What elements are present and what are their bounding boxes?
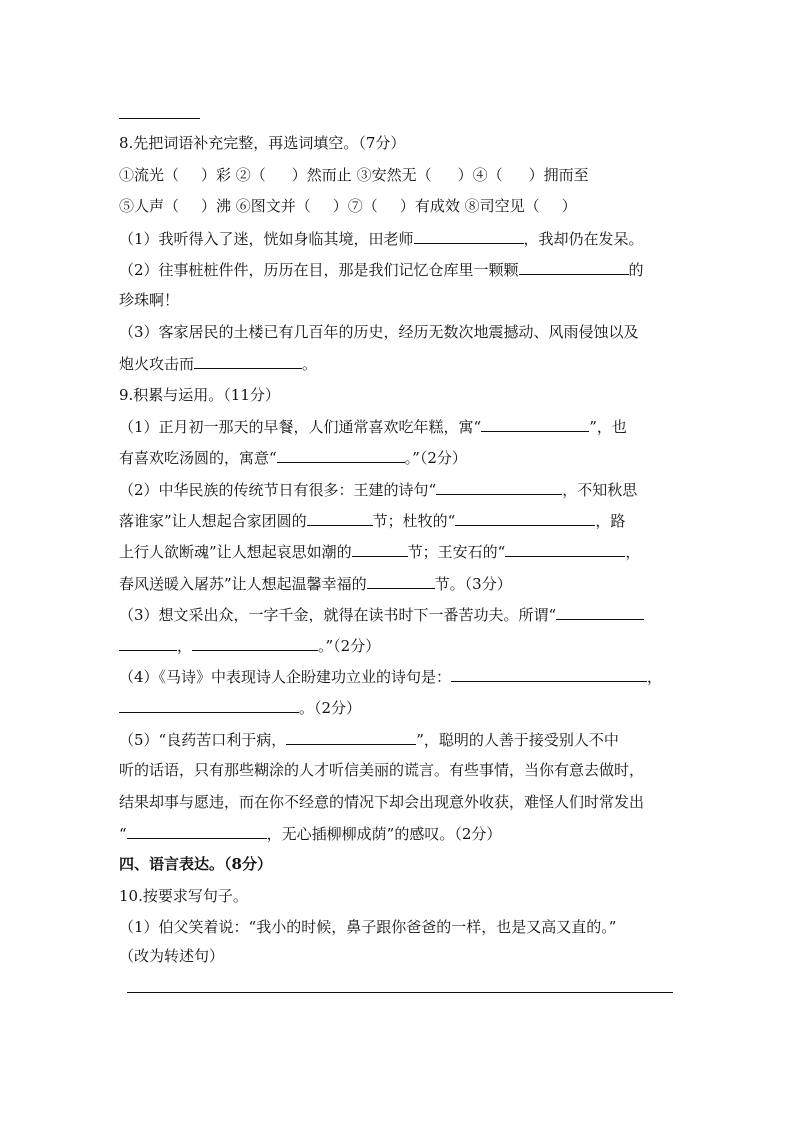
q9-p2-line1: [119, 479, 637, 500]
q9-p1-text-a: （1）正月初一那天的早餐，人们通常喜欢吃年糕，寓“: [119, 418, 482, 436]
q8-row1-part-a: ①流光（: [119, 166, 180, 184]
q8-s2-text-b: 的: [628, 261, 644, 279]
q8-row2-part-e: ）: [561, 197, 577, 215]
q10-answer-line[interactable]: [127, 992, 673, 993]
q9-p5-line2: 听的话语，只有那些糊涂的人才听信美丽的谎言。有些事情，当你有意去做时，: [119, 761, 645, 779]
q9-p4-blank-2[interactable]: [119, 697, 299, 713]
q9-p4-text-b: ，: [647, 668, 663, 686]
q8-s3-text-c: 。: [302, 355, 318, 373]
q8-row2-part-a: ⑤人声（: [119, 197, 180, 215]
q9-p4-text-a: （4）《马诗》中表现诗人企盼建功立业的诗句是：: [119, 668, 452, 686]
section-4-heading: 四、语言表达。（8分）: [119, 855, 272, 873]
q9-p1-text-c: 有喜欢吃汤圆的，寓意“: [119, 449, 277, 467]
q8-s2-blank[interactable]: [519, 259, 629, 275]
q10-title: 10.按要求写句子。: [119, 887, 248, 905]
q9-p2-line2: [119, 510, 625, 531]
q9-p2-text-b: ，不知秋思: [562, 481, 638, 499]
q9-p3-line2: [119, 635, 380, 656]
q9-p4-line1: [119, 666, 662, 687]
q9-p2-text-d: 节；杜牧的“: [372, 512, 456, 530]
q8-s1-text-a: （1）我听得入了迷，恍如身临其境，田老师: [119, 230, 414, 248]
q10-s1: （1）伯父笑着说：“我小的时候，鼻子跟你爸爸的一样，也是又高又直的。”: [119, 918, 617, 936]
q9-p1-blank-1[interactable]: [481, 416, 589, 432]
q9-p5-text-f: ，无心插柳柳成荫”的感叹。（2分）: [266, 825, 502, 843]
q9-title: 9.积累与运用。（11分）: [119, 386, 280, 404]
q9-p4-text-c: 。（2分）: [299, 699, 362, 717]
q9-p1-line2: [119, 447, 467, 468]
q9-p2-text-h: ，: [625, 543, 641, 561]
q8-row2: [119, 196, 577, 216]
q9-p3-blank-3[interactable]: [192, 635, 318, 651]
q8-s1-text-b: ，我却仍在发呆。: [523, 230, 644, 248]
q8-row1-part-e: ）拥而至: [528, 166, 589, 184]
q8-sentence-2: [119, 259, 644, 280]
q9-p3-blank-1[interactable]: [556, 604, 644, 620]
q9-p2-text-j: 节。（3分）: [434, 575, 512, 593]
q8-s1-blank[interactable]: [414, 228, 524, 244]
q9-p2-blank-3[interactable]: [455, 510, 595, 526]
q9-p4-blank-1[interactable]: [451, 666, 647, 682]
q9-p5-blank-1[interactable]: [286, 729, 416, 745]
q9-p2-text-g: 节；王安石的“: [407, 543, 506, 561]
q8-s3-text-b: 炮火攻击而: [119, 355, 195, 373]
q9-p5-text-b: ”，聪明的人善于接受别人不中: [416, 731, 619, 749]
q9-p2-blank-5[interactable]: [505, 541, 625, 557]
q9-p2-line4: [119, 573, 512, 594]
q9-p2-blank-1[interactable]: [436, 479, 562, 495]
q8-s2-text-c: 珍珠啊！: [119, 291, 180, 309]
q9-p3-blank-2[interactable]: [119, 635, 177, 651]
q9-p2-blank-6[interactable]: [367, 573, 435, 589]
q9-p1-text-b: ”，也: [589, 418, 627, 436]
q9-p2-text-i: 春风送暖入屠苏”让人想起温馨幸福的: [119, 575, 367, 593]
q8-row2-part-d: ）有成效 ⑧司空见（: [399, 197, 540, 215]
q8-row1-part-b: ）彩 ②（: [201, 166, 266, 184]
q9-p3-text-b: ，: [177, 637, 193, 655]
q8-s3-blank[interactable]: [194, 353, 302, 369]
q9-p1-blank-2[interactable]: [277, 447, 405, 463]
q9-p3-text-c: 。”（2分）: [318, 637, 381, 655]
q9-p1-text-d: 。”（2分）: [404, 449, 467, 467]
q9-p5-blank-2[interactable]: [127, 823, 267, 839]
q9-p3-text-a: （3）想文采出众，一字千金，就得在读书时下一番苦功夫。所谓“: [119, 606, 557, 624]
q9-p2-blank-2[interactable]: [307, 510, 373, 526]
q9-p1-line1: [119, 416, 627, 437]
q8-row1-part-d: ）④（: [457, 166, 503, 184]
q9-p5-line1: [119, 729, 619, 750]
q9-p2-text-c: 落谁家”让人想起合家团圆的: [119, 512, 307, 530]
q9-p2-text-e: ，路: [595, 512, 626, 530]
q8-row1: [119, 165, 589, 185]
q9-p5-text-a: （5）“良药苦口利于病，: [119, 731, 287, 749]
q9-p5-text-e: “: [119, 825, 127, 843]
q8-s2-text-a: （2）往事桩桩件件，历历在目，那是我们记忆仓库里一颗颗: [119, 261, 519, 279]
q9-p2-blank-4[interactable]: [352, 541, 408, 557]
q9-p5-line4: [119, 823, 501, 844]
q9-p2-line3: [119, 541, 640, 562]
q9-p4-line2: [119, 697, 361, 718]
q8-s3-text-a: （3）客家居民的土楼已有几百年的历史，经历无数次地震撼动、风雨侵蚀以及: [119, 323, 639, 341]
q8-sentence-3-cont: [119, 353, 317, 374]
q9-p5-line3: 结果却事与愿违，而在你不经意的情况下却会出现意外收获，难怪人们时常发出: [119, 793, 645, 811]
q10-s1-note: （改为转述句）: [119, 947, 225, 965]
top-answer-line: [119, 118, 200, 119]
q8-row1-part-c: ）然而止 ③安然无（: [291, 166, 432, 184]
q8-title: 8.先把词语补充完整，再选词填空。（7分）: [119, 134, 406, 152]
q8-row2-part-b: ）沸 ⑥图文并（: [201, 197, 311, 215]
q9-p2-text-a: （2）中华民族的传统节日有很多：王建的诗句“: [119, 481, 437, 499]
q9-p3-line1: [119, 604, 644, 625]
q9-p2-text-f: 上行人欲断魂”让人想起哀思如潮的: [119, 543, 352, 561]
q8-sentence-1: [119, 228, 644, 249]
q8-row2-part-c: ）⑦（: [332, 197, 378, 215]
